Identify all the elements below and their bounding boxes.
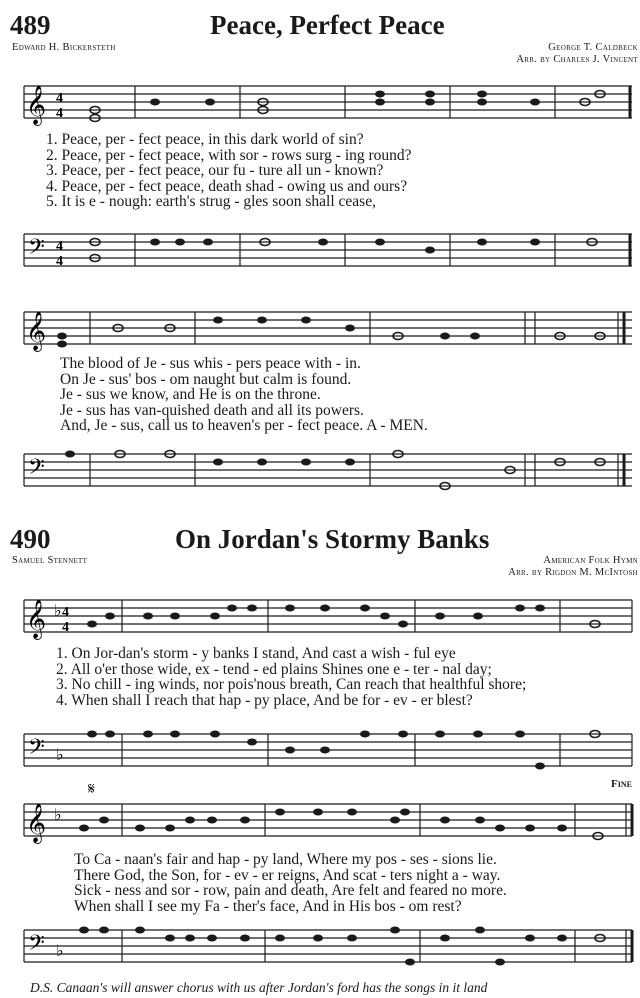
svg-text:♭: ♭	[56, 747, 64, 764]
svg-text:♭: ♭	[56, 943, 64, 960]
fine-marking: Fine	[611, 778, 632, 790]
hymn-title: On Jordan's Stormy Banks	[175, 524, 490, 554]
svg-text:𝄢: 𝄢	[28, 931, 45, 961]
svg-text:4: 4	[56, 91, 63, 106]
hymn-author: Edward H. Bickersteth	[12, 42, 116, 53]
hymn-composer: American Folk Hymn	[543, 555, 638, 566]
bass-staff	[0, 440, 640, 500]
hymn-number: 489	[10, 10, 51, 40]
bass-staff	[0, 720, 640, 780]
svg-text:4: 4	[62, 605, 69, 620]
svg-text:4: 4	[62, 620, 69, 635]
hymn-490-verses-line1: 1. On Jor-dan's storm - y banks I stand, And cast a wish - ful eye 2. All o'er those wide, ex - tend - ed plains Shines one e - ter - nal day; 3. No chill - ing winds, nor pois'nous breath, Can reach that healthful shore; 4. When shall I reach that hap - py place, And be for - ev - er blest?	[56, 645, 527, 709]
svg-text:𝄞: 𝄞	[26, 311, 47, 351]
svg-text:𝄞: 𝄞	[26, 85, 47, 125]
bass-staff	[0, 220, 640, 280]
svg-text:𝄢: 𝄢	[28, 455, 45, 485]
hymn-489-verses-line1: 1. Peace, per - fect peace, in this dark world of sin? 2. Peace, per - fect peace, with sor - rows surg - ing round? 3. Peace, per - fect peace, our fu - ture all un - known? 4. Peace, per - fect peace, death shad - owing us and ours? 5. It is e - nough: earth's strug - gles soon shall cease,	[46, 131, 412, 211]
treble-staff	[0, 72, 640, 132]
treble-staff	[0, 298, 640, 358]
svg-text:4: 4	[56, 106, 63, 121]
svg-text:♭: ♭	[54, 807, 62, 824]
hymn-arranger: Arr. by Rigdon M. McIntosh	[508, 567, 638, 578]
svg-text:♭: ♭	[54, 603, 62, 620]
bass-staff	[0, 916, 640, 976]
svg-text:𝄋: 𝄋	[88, 781, 95, 798]
svg-text:𝄞: 𝄞	[26, 803, 47, 843]
hymn-arranger: Arr. by Charles J. Vincent	[516, 54, 638, 65]
hymn-author: Samuel Stennett	[12, 555, 88, 566]
svg-text:𝄢: 𝄢	[28, 735, 45, 765]
hymn-composer: George T. Caldbeck	[548, 42, 638, 53]
svg-text:4: 4	[56, 254, 63, 269]
hymn-489-verses-line2: The blood of Je - sus whis - pers peace with - in. On Je - sus' bos - om naught but calm is found. Je - sus we know, and He is on the throne. Je - sus has van-quished death and all its powers. And, Je - sus, call us to heaven's per - fect peace. A - MEN.	[60, 355, 428, 435]
svg-text:4: 4	[56, 239, 63, 254]
hymn-number: 490	[10, 524, 51, 554]
svg-text:𝄢: 𝄢	[28, 235, 45, 265]
svg-text:𝄞: 𝄞	[26, 599, 47, 639]
footer-text: D.S. Canaan's will answer chorus with us after Jordan's ford has the songs in it land	[30, 980, 488, 995]
hymn-title: Peace, Perfect Peace	[210, 10, 445, 40]
treble-staff	[0, 586, 640, 646]
hymn-490-verses-line2: To Ca - naan's fair and hap - py land, Where my pos - ses - sions lie. There God, the Son, for - ev - er reigns, And scat - ters night a - way. Sick - ness and sor - row, pain and death, Are felt and feared no more. When shall I see my Fa - ther's face, And in His bos - om rest?	[74, 851, 507, 915]
